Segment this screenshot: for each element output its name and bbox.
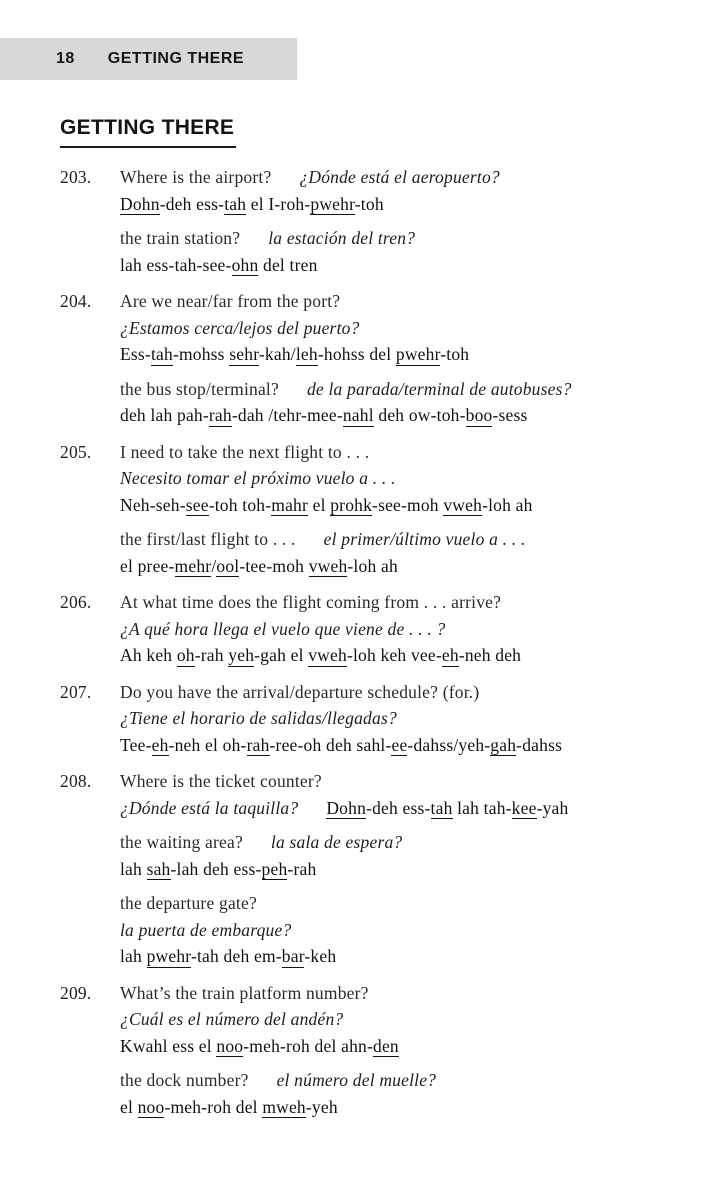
- spanish-text: la estación del tren?: [268, 228, 416, 249]
- entry-body: [120, 439, 670, 580]
- entry-body: [120, 980, 670, 1121]
- stressed-syllable: vweh: [308, 555, 348, 576]
- phrase-line: [120, 943, 670, 970]
- phrase-block: [120, 829, 670, 882]
- stressed-syllable: vweh: [443, 494, 483, 515]
- phonetic-text: Tee-eh-neh el oh-rah-ree-oh deh sahl-ee-dahss/yeh-gah-dahss: [120, 734, 563, 755]
- phrase-line: [120, 315, 670, 342]
- phrase-line: [120, 402, 670, 429]
- phrase-line: [120, 288, 670, 315]
- phrase-entry: [60, 768, 670, 970]
- phrase-line: [120, 768, 670, 795]
- entry-body: [120, 164, 670, 278]
- english-text: At what time does the flight coming from . . . arrive?: [120, 592, 502, 613]
- phonetic-text: el pree-mehr/ool-tee-moh vweh-loh ah: [120, 555, 398, 576]
- phrase-entry: [60, 980, 670, 1121]
- stressed-syllable: mweh: [262, 1096, 306, 1117]
- phrase-block: [120, 376, 670, 429]
- phrase-line: [120, 1033, 670, 1060]
- stressed-syllable: den: [373, 1035, 399, 1056]
- phrase-line: [120, 917, 670, 944]
- english-text: the waiting area?: [120, 832, 243, 853]
- phrase-line: [120, 191, 670, 218]
- stressed-syllable: leh: [295, 344, 318, 365]
- spanish-text: la sala de espera?: [270, 832, 403, 853]
- phrase-line: [120, 1067, 670, 1094]
- stressed-syllable: gah: [490, 734, 517, 755]
- entry-body: [120, 288, 670, 429]
- phrase-line: [120, 829, 670, 856]
- phrase-line: [120, 553, 670, 580]
- phrase-line: [120, 225, 670, 252]
- phrase-block: [120, 980, 670, 1060]
- stressed-syllable: pwehr: [310, 193, 355, 214]
- phrase-line: [120, 376, 670, 403]
- english-text: the train station?: [120, 228, 241, 249]
- phrase-line: [120, 890, 670, 917]
- entry-body: [120, 589, 670, 669]
- phrase-block: [120, 589, 670, 669]
- spanish-text: ¿A qué hora llega el vuelo que viene de . . . ?: [120, 618, 446, 639]
- spanish-text: ¿Dónde está la taquilla?: [120, 797, 299, 818]
- phrase-line: [120, 589, 670, 616]
- stressed-syllable: boo: [465, 405, 493, 426]
- stressed-syllable: rah: [246, 734, 270, 755]
- english-text: Are we near/far from the port?: [120, 291, 341, 312]
- phrase-line: [120, 1094, 670, 1121]
- stressed-syllable: pwehr: [146, 946, 191, 967]
- stressed-syllable: peh: [261, 858, 288, 879]
- phrase-block: [120, 526, 670, 579]
- phonetic-text: Kwahl ess el noo-meh-roh del ahn-den: [120, 1035, 399, 1056]
- entry-number: 207.: [60, 681, 92, 702]
- phrase-line: [120, 439, 670, 466]
- phrase-line: [120, 705, 670, 732]
- entry-body: [120, 768, 670, 970]
- stressed-syllable: eh: [151, 734, 169, 755]
- spanish-text: ¿Estamos cerca/lejos del puerto?: [120, 317, 360, 338]
- english-text: I need to take the next flight to . . .: [120, 441, 370, 462]
- phonetic-text: lah ess-tah-see-ohn del tren: [120, 254, 318, 275]
- entry-body: [120, 679, 670, 759]
- phrase-entry: [60, 589, 670, 669]
- spanish-text: Necesito tomar el próximo vuelo a . . .: [120, 468, 396, 489]
- english-text: What’s the train platform number?: [120, 982, 369, 1003]
- phrase-block: [120, 439, 670, 519]
- entry-number: 204.: [60, 291, 92, 312]
- book-page: [0, 38, 720, 1120]
- phrase-line: [120, 164, 670, 191]
- phrase-line: [120, 252, 670, 279]
- spanish-text: de la parada/terminal de autobuses?: [306, 378, 572, 399]
- phonetic-text: Ess-tah-mohss sehr-kah/leh-hohss del pwehr-toh: [120, 344, 470, 365]
- running-header: [0, 38, 297, 80]
- phonetic-text: Ah keh oh-rah yeh-gah el vweh-loh keh vee-eh-neh deh: [120, 645, 522, 666]
- stressed-syllable: rah: [208, 405, 232, 426]
- english-text: the first/last flight to . . .: [120, 529, 296, 550]
- phrase-line: [120, 795, 670, 822]
- phrase-line: [120, 980, 670, 1007]
- phrase-block: [120, 164, 670, 217]
- stressed-syllable: eh: [441, 645, 459, 666]
- phrase-line: [120, 856, 670, 883]
- phonetic-text: el noo-meh-roh del mweh-yeh: [120, 1096, 338, 1117]
- stressed-syllable: mehr: [174, 555, 212, 576]
- phrase-entry: [60, 164, 670, 278]
- stressed-syllable: tah: [430, 797, 453, 818]
- entry-number: 209.: [60, 982, 92, 1003]
- spanish-text: el primer/último vuelo a . . .: [323, 529, 526, 550]
- phrase-block: [120, 225, 670, 278]
- phrase-line: [120, 732, 670, 759]
- phrase-line: [120, 526, 670, 553]
- phrase-block: [120, 1067, 670, 1120]
- phrase-block: [120, 768, 670, 821]
- phonetic-text: Neh-seh-see-toh toh-mahr el prohk-see-moh vweh-loh ah: [120, 494, 533, 515]
- stressed-syllable: pwehr: [395, 344, 441, 365]
- stressed-syllable: bar: [281, 946, 305, 967]
- section-title: GETTING THERE: [60, 116, 236, 148]
- phrase-line: [120, 679, 670, 706]
- stressed-syllable: tah: [150, 344, 173, 365]
- phrase-line: [120, 642, 670, 669]
- english-text: the departure gate?: [120, 893, 257, 914]
- phonetic-text: Dohn-deh ess-tah lah tah-kee-yah: [326, 797, 569, 818]
- stressed-syllable: kee: [511, 797, 537, 818]
- phrase-block: [120, 890, 670, 970]
- phrase-entry: [60, 439, 670, 580]
- english-text: the dock number?: [120, 1070, 249, 1091]
- phrase-line: [120, 465, 670, 492]
- entry-number: 203.: [60, 167, 92, 188]
- phrase-entry: [60, 288, 670, 429]
- stressed-syllable: noo: [137, 1096, 165, 1117]
- entry-number: 208.: [60, 771, 92, 792]
- phonetic-text: Dohn-deh ess-tah el I-roh-pwehr-toh: [120, 193, 384, 214]
- stressed-syllable: vweh: [308, 645, 347, 666]
- entry-number: 206.: [60, 592, 92, 613]
- stressed-syllable: Dohn: [120, 193, 160, 214]
- spanish-text: ¿Dónde está el aeropuerto?: [299, 167, 500, 188]
- phrase-block: [120, 679, 670, 759]
- page-number: 18: [56, 50, 75, 67]
- stressed-syllable: tah: [224, 193, 247, 214]
- stressed-syllable: ool: [216, 555, 240, 576]
- english-text: Do you have the arrival/departure schedule? (for.): [120, 681, 480, 702]
- stressed-syllable: ee: [391, 734, 408, 755]
- stressed-syllable: prohk: [330, 494, 373, 515]
- spanish-text: la puerta de embarque?: [120, 919, 292, 940]
- phrase-block: [120, 288, 670, 368]
- stressed-syllable: see: [185, 494, 209, 515]
- stressed-syllable: sah: [146, 858, 171, 879]
- phonetic-text: lah pwehr-tah deh em-bar-keh: [120, 946, 337, 967]
- stressed-syllable: noo: [216, 1035, 244, 1056]
- stressed-syllable: nahl: [342, 405, 374, 426]
- phrase-line: [120, 492, 670, 519]
- running-header-title: GETTING THERE: [107, 50, 245, 67]
- phrase-line: [120, 616, 670, 643]
- stressed-syllable: mahr: [271, 494, 309, 515]
- spanish-text: ¿Cuál es el número del andén?: [120, 1009, 344, 1030]
- phrase-line: [120, 1006, 670, 1033]
- spanish-text: ¿Tiene el horario de salidas/llegadas?: [120, 708, 397, 729]
- english-text: Where is the ticket counter?: [120, 771, 322, 792]
- english-text: Where is the airport?: [120, 167, 272, 188]
- stressed-syllable: ohn: [231, 254, 259, 275]
- phrase-entry: [60, 679, 670, 759]
- spanish-text: el número del muelle?: [276, 1070, 437, 1091]
- phonetic-text: deh lah pah-rah-dah /tehr-mee-nahl deh ow-toh-boo-sess: [120, 405, 528, 426]
- stressed-syllable: oh: [176, 645, 195, 666]
- stressed-syllable: yeh: [228, 645, 255, 666]
- stressed-syllable: sehr: [229, 344, 259, 365]
- phrase-line: [120, 341, 670, 368]
- stressed-syllable: Dohn: [326, 797, 367, 818]
- english-text: the bus stop/terminal?: [120, 378, 279, 399]
- phonetic-text: lah sah-lah deh ess-peh-rah: [120, 858, 317, 879]
- entry-number: 205.: [60, 441, 92, 462]
- phrase-list: [60, 164, 670, 1120]
